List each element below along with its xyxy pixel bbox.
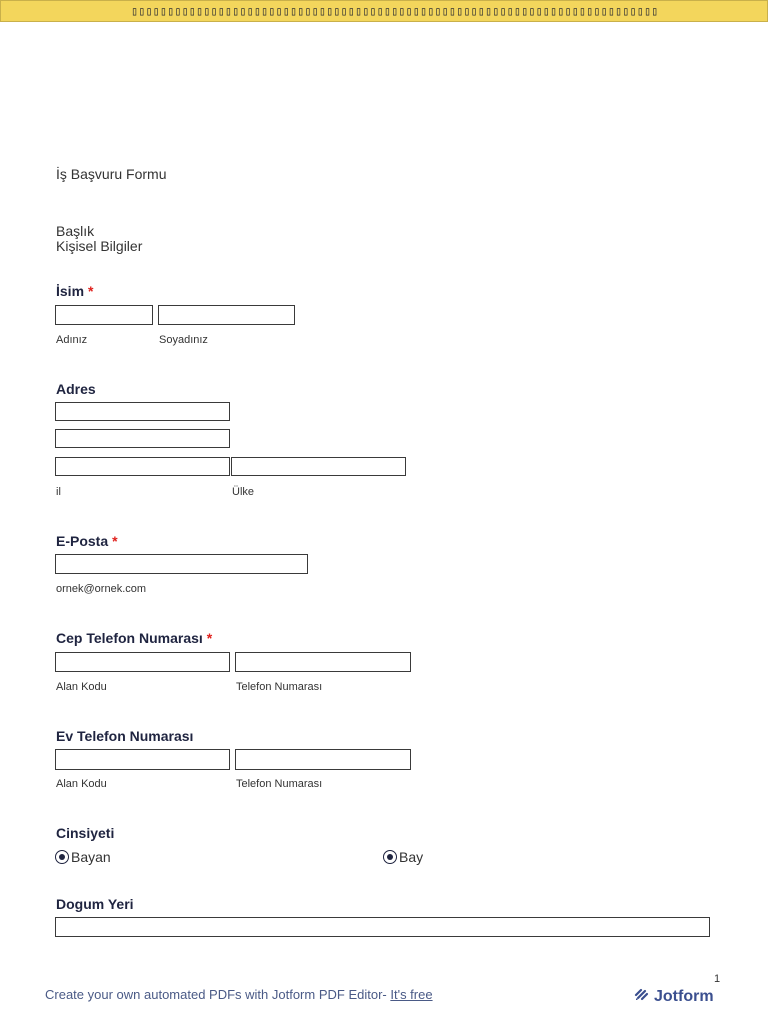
birthplace-label: Dogum Yeri	[56, 896, 134, 912]
footer-link-its-free[interactable]: It's free	[390, 987, 433, 1002]
form-title: İş Başvuru Formu	[56, 166, 167, 182]
gender-option-male-label: Bay	[399, 849, 424, 865]
radio-selected-icon[interactable]	[55, 850, 69, 864]
mobile-number-sublabel: Telefon Numarası	[236, 681, 323, 693]
mobile-number-input[interactable]	[235, 652, 411, 672]
email-label-text: E-Posta	[56, 533, 109, 549]
home-area-code-sublabel: Alan Kodu	[56, 778, 107, 790]
address-line2-input[interactable]	[55, 429, 230, 448]
email-input[interactable]	[55, 554, 308, 574]
required-marker: *	[88, 283, 94, 299]
section-heading-title: Başlık	[56, 223, 95, 239]
mobile-area-code-input[interactable]	[55, 652, 230, 672]
gender-label: Cinsiyeti	[56, 825, 115, 841]
mobile-area-code-sublabel: Alan Kodu	[56, 681, 107, 693]
home-number-input[interactable]	[235, 749, 411, 770]
radio-selected-icon[interactable]	[383, 850, 397, 864]
required-marker: *	[206, 630, 213, 646]
page-number: 1	[714, 973, 721, 985]
address-label: Adres	[56, 381, 96, 397]
mobile-phone-label-text: Cep Telefon Numarası	[56, 630, 203, 646]
city-sublabel: il	[56, 486, 61, 498]
home-phone-label: Ev Telefon Numarası	[56, 728, 194, 744]
home-number-sublabel: Telefon Numarası	[236, 778, 323, 790]
gender-option-male[interactable]	[383, 849, 423, 865]
mobile-phone-label	[56, 630, 212, 646]
jotform-logo-icon	[634, 986, 650, 1007]
last-name-input[interactable]	[158, 305, 295, 325]
email-label	[56, 533, 118, 549]
country-sublabel: Ülke	[232, 486, 255, 498]
gender-option-female[interactable]	[55, 849, 111, 865]
banner-text: ▯▯▯▯▯▯▯▯▯▯▯▯▯▯▯▯▯▯▯▯▯▯▯▯▯▯▯▯▯▯▯▯▯▯▯▯▯▯▯▯▯▯▯▯▯▯▯▯▯▯▯▯▯▯▯▯▯▯▯▯▯▯▯▯▯▯▯▯▯▯▯▯▯	[131, 4, 659, 18]
home-area-code-input[interactable]	[55, 749, 230, 770]
first-name-input[interactable]	[55, 305, 153, 325]
required-marker: *	[112, 533, 118, 549]
top-banner	[0, 0, 768, 22]
last-name-sublabel: Soyadınız	[159, 334, 208, 346]
first-name-sublabel: Adınız	[56, 334, 88, 346]
section-heading	[56, 224, 142, 254]
name-label	[56, 283, 93, 299]
section-heading-subtitle: Kişisel Bilgiler	[56, 238, 143, 254]
footer-promo	[45, 987, 433, 1002]
gender-option-female-label: Bayan	[71, 849, 111, 865]
address-line1-input[interactable]	[55, 402, 230, 421]
country-input[interactable]	[231, 457, 406, 476]
footer-promo-text: Create your own automated PDFs with Jotform PDF Editor-	[45, 987, 391, 1002]
jotform-logo[interactable]	[634, 986, 714, 1007]
jotform-logo-text: Jotform	[654, 987, 714, 1005]
birthplace-input[interactable]	[55, 917, 710, 937]
email-sublabel: ornek@ornek.com	[56, 583, 147, 595]
name-label-text: İsim	[56, 283, 85, 299]
city-input[interactable]	[55, 457, 230, 476]
